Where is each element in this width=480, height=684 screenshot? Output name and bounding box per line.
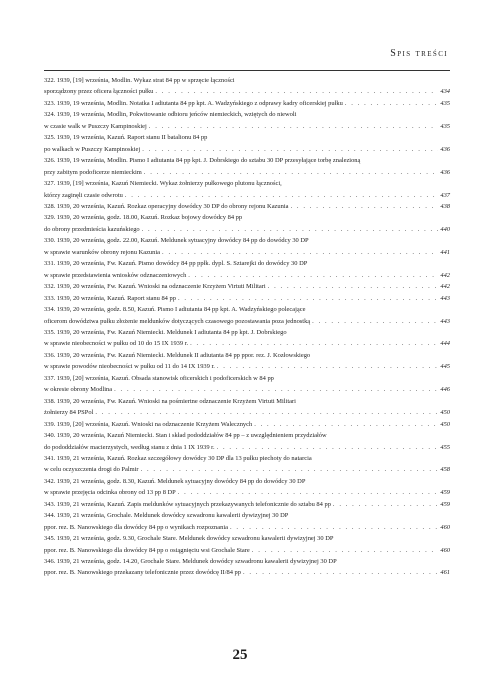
toc-entry-text: ppor. rez. B. Nanowskiego dla dowódcy 84 pp o wynikach rozpoznania <box>44 523 228 531</box>
toc-entry-line: 322. 1939, [19] września, Modlin. Wykaz strat 84 pp w sprzęcie łączności <box>44 77 235 84</box>
toc-page-number: 436 <box>440 145 450 153</box>
toc-entry-text: 339. 1939, [20] września, Kazuń. Wnioski na odznaczenie Krzyżem Walecznych <box>44 420 253 428</box>
toc-entry-last-line <box>44 419 450 430</box>
toc-entry-last-line <box>44 201 450 212</box>
toc-page-number: 438 <box>440 202 450 210</box>
toc-entry-last-line <box>44 522 450 533</box>
toc-entry-last-line <box>44 224 450 235</box>
toc-entry-last-line <box>44 567 450 578</box>
toc-entry <box>44 350 450 373</box>
toc-entry <box>44 373 450 396</box>
toc-entry <box>44 396 450 419</box>
toc-entry <box>44 430 450 453</box>
toc-entry-text: w sprawie powodów nieobecności w pułku od 11 do 14 IX 1939 r. <box>44 363 215 371</box>
dot-leader <box>217 442 439 453</box>
toc-entry-last-line <box>44 98 450 109</box>
toc-entry <box>44 533 450 556</box>
toc-entry <box>44 281 450 292</box>
page-number: 25 <box>232 647 248 663</box>
toc-entry <box>44 510 450 533</box>
running-header: Spis treści <box>390 48 448 59</box>
toc-entry-line: 344. 1939, 21 września, Grochale. Meldunek dowódcy szwadronu kawalerii dywizyjnej 30 DP <box>44 512 289 520</box>
toc-entry-text: 333. 1939, 20 września, Kazuń. Raport stanu 84 pp <box>44 294 176 302</box>
toc-entry-last-line <box>44 121 450 132</box>
toc-entry-line: 330. 1939, 20 września, godz. 22.00, Kazuń. Meldunek sytuacyjny dowódcy 84 pp do dowódcy 30 DP <box>44 237 309 245</box>
dot-leader <box>252 545 439 556</box>
toc-entry-last-line <box>44 316 450 327</box>
toc-page-number: 450 <box>440 409 450 417</box>
toc-entry-last-line <box>44 487 450 498</box>
toc-page-number: 442 <box>440 283 450 291</box>
toc-entry <box>44 453 450 476</box>
toc-page-number: 436 <box>440 168 450 176</box>
dot-leader <box>188 270 438 281</box>
toc-page-number: 460 <box>440 523 450 531</box>
toc-entry-text: którzy zaginęli czasie odwrotu <box>44 191 123 199</box>
dot-leader <box>217 361 438 372</box>
dot-leader <box>142 224 439 235</box>
toc-entry-line: 326. 1939, 19 września, Modlin. Pismo I adiutanta 84 pp kpt. J. Dobrskiego do sztabu 30 DP przesyłające torbę znalezioną <box>44 157 361 165</box>
toc-entry-last-line <box>44 190 450 201</box>
dot-leader <box>254 419 438 430</box>
toc-entry-text: w sprawie przedstawienia wniosków odznaczeniowych <box>44 271 187 279</box>
dot-leader <box>178 487 439 498</box>
toc-entry <box>44 293 450 304</box>
dot-leader <box>114 384 438 395</box>
dot-leader <box>333 499 438 510</box>
toc-page-number: 459 <box>440 489 450 497</box>
toc-entry-text: 343. 1939, 21 września, Kazuń. Zapis meldunków sytuacyjnych przekazywanych telefonicznie do sztabu 84 pp <box>44 500 331 508</box>
toc-page-number: 458 <box>440 466 450 474</box>
dot-leader <box>230 522 438 533</box>
toc-entry-line: 324. 1939, 19 września, Modlin, Pokwitowanie odbioru jeńców niemieckich, wziętych do niewoli <box>44 111 297 119</box>
toc-entry-text: przy zabitym podoficerze niemieckim <box>44 168 142 176</box>
toc-entry <box>44 556 450 579</box>
toc-entry-last-line <box>44 86 450 97</box>
toc-entry-line: 341. 1939, 21 września, Kazuń. Rozkaz szczegółowy dowódcy 30 DP dla 13 pułku piechoty do natarcia <box>44 454 312 462</box>
toc-entry <box>44 75 450 98</box>
toc-entry <box>44 109 450 132</box>
toc-page-number: 443 <box>440 294 450 302</box>
toc-entry-last-line <box>44 384 450 395</box>
toc-entry-line: 334. 1939, 20 września, godz. 8.50, Kazuń. Pismo I adiutanta 84 pp kpt. A. Wadzyńskiego polecające <box>44 306 306 314</box>
toc-page-number: 435 <box>440 99 450 107</box>
toc-entry-line: 327. 1939, [19] września, Kazuń Niemiecki. Wykaz żołnierzy pułkowego plutonu łączności, <box>44 180 282 188</box>
toc-entry-last-line <box>44 293 450 304</box>
toc-entry-line: 335. 1939, 20 września, Fw. Kazuń Niemiecki. Meldunek I adiutanta 84 pp kpt. J. Dobrskiego <box>44 328 287 336</box>
toc-entry-text: w celu oczyszczenia drogi do Palmir <box>44 466 139 474</box>
toc-entry-line: 325. 1939, 19 września, Kazuń. Raport stanu II batalionu 84 pp <box>44 134 208 142</box>
toc-entry <box>44 419 450 430</box>
toc-entry-text: do pododdziałów macierzystych, według stanu z dnia 1 IX 1939 r. <box>44 443 215 451</box>
toc-entry-last-line <box>44 499 450 510</box>
toc-page-number: 442 <box>440 271 450 279</box>
dot-leader <box>155 86 438 97</box>
toc-entry-text: po walkach w Puszczy Kampinoskiej <box>44 145 141 153</box>
toc-entry <box>44 212 450 235</box>
toc-entry-line: 337. 1939, [20] września, Kazuń. Obsada stanowisk oficerskich i podoficerskich w 84 pp <box>44 374 274 382</box>
toc-entry-text: w sprawie przejęcia odcinka obrony od 13 pp 8 DP <box>44 489 176 497</box>
toc-entry-line: 342. 1939, 21 września, godz. 8.30, Kazuń. Meldunek sytuacyjny dowódcy 84 pp do dowódcy 30 DP <box>44 477 306 485</box>
toc-entry-text: żołnierzy 84 PSPol <box>44 409 94 417</box>
toc-entry-line: 329. 1939, 20 września, godz. 18.00, Kazuń. Rozkaz bojowy dowódcy 84 pp <box>44 214 243 222</box>
toc-page-number: 459 <box>440 500 450 508</box>
dot-leader <box>243 567 438 578</box>
toc-entry-text: w czasie walk w Puszczy Kampinoskiej <box>44 122 147 130</box>
dot-leader <box>142 144 438 155</box>
toc-entry-text: oficerom dowództwa pułku złożenie meldunków dotyczących czasowego pozostawania poza jednostką <box>44 317 311 325</box>
toc-entry-text: 332. 1939, 20 września, Fw. Kazuń. Wnioski na odznaczenie Krzyżem Virtuti Militari <box>44 283 266 291</box>
toc-entry-last-line <box>44 338 450 349</box>
toc-entry-last-line <box>44 545 450 556</box>
toc-page-number: 434 <box>440 88 450 96</box>
toc-page-number: 450 <box>440 420 450 428</box>
toc-page-number: 437 <box>440 191 450 199</box>
dot-leader <box>345 98 439 109</box>
toc-entry <box>44 98 450 109</box>
toc-entry-last-line <box>44 442 450 453</box>
toc-entry <box>44 178 450 201</box>
toc-page-number: 443 <box>440 317 450 325</box>
dot-leader <box>190 338 438 349</box>
dot-leader <box>312 316 438 327</box>
toc-page-number: 441 <box>440 248 450 256</box>
toc-entry-last-line <box>44 281 450 292</box>
toc-entry-last-line <box>44 167 450 178</box>
toc-entry-text: w sprawie nieobecności w pułku od 10 do 15 IX 1939 r. <box>44 340 189 348</box>
toc-entry-text: 323. 1939, 19 września, Modlin. Notatka I adiutanta 84 pp kpt. A. Wadzyńskiego z odprawy kadry oficerskiej pułku <box>44 99 343 107</box>
toc-entry <box>44 476 450 499</box>
toc-entry <box>44 132 450 155</box>
toc-entry <box>44 304 450 327</box>
toc-entry <box>44 201 450 212</box>
toc-entry-last-line <box>44 407 450 418</box>
dot-leader <box>291 201 439 212</box>
toc-entry <box>44 327 450 350</box>
toc-entry <box>44 258 450 281</box>
toc-page-number: 455 <box>440 443 450 451</box>
toc-page-number: 444 <box>440 340 450 348</box>
toc-entry-text: w sprawie warunków obrony rejonu Kazunia <box>44 248 161 256</box>
toc-page-number: 461 <box>440 569 450 577</box>
toc-entry-line: 340. 1939, 20 września, Kazuń Niemiecki. Stan i skład pododdziałów 84 pp – z uwzględnieniem przydziałów <box>44 432 327 440</box>
dot-leader <box>144 167 439 178</box>
dot-leader <box>141 464 439 475</box>
dot-leader <box>162 247 438 258</box>
toc-entry <box>44 235 450 258</box>
toc-entry-line: 346. 1939, 21 września, godz. 14.20, Grochale Stare. Meldunek dowódcy szwadronu kawalerii dywizyjnej 30 DP <box>44 558 337 566</box>
toc-entry-last-line <box>44 464 450 475</box>
toc-entry-line: 336. 1939, 20 września, Fw. Kazuń Niemiecki. Meldunek II adiutanta 84 pp ppor. rez. J. Kozłowskiego <box>44 351 311 359</box>
toc-entry-text: 328. 1939, 20 września, Kazuń. Rozkaz operacyjny dowódcy 30 DP do obrony rejonu Kazunia <box>44 202 289 210</box>
toc-entry <box>44 155 450 178</box>
toc-page-number: 435 <box>440 122 450 130</box>
dot-leader <box>268 281 439 292</box>
table-of-contents <box>44 75 450 579</box>
toc-entry <box>44 499 450 510</box>
toc-page-number: 446 <box>440 386 450 394</box>
toc-entry-last-line <box>44 247 450 258</box>
toc-entry-text: w okresie obrony Modlina <box>44 386 113 394</box>
toc-page-number: 440 <box>440 225 450 233</box>
toc-entry-last-line <box>44 270 450 281</box>
toc-entry-line: 331. 1939, 20 września, Fw. Kazuń. Pismo dowódcy 84 pp ppłk. dypl. S. Sztarejki do dowódcy 30 DP <box>44 260 308 268</box>
toc-entry-line: 345. 1939, 21 września, godz. 9.30, Grochale Stare. Meldunek dowódcy szwadronu kawalerii dywizyjnej 30 DP <box>44 535 334 543</box>
toc-page-number: 460 <box>440 546 450 554</box>
dot-leader <box>95 407 438 418</box>
header-rule <box>44 70 450 71</box>
toc-entry-text: do obrony przedmieścia kazuńskiego <box>44 225 140 233</box>
toc-entry-text: sporządzony przez oficera łączności pułku <box>44 88 154 96</box>
toc-page-number: 445 <box>440 363 450 371</box>
toc-entry-text: ppor. rez. B. Nanowskiego dla dowódcy 84 pp o osiągnięciu wsi Grochale Stare <box>44 546 250 554</box>
dot-leader <box>125 190 439 201</box>
toc-entry-last-line <box>44 361 450 372</box>
dot-leader <box>149 121 439 132</box>
toc-entry-text: ppor. rez. B. Nanowskiego przekazany telefonicznie przez dowódcę II/84 pp <box>44 569 241 577</box>
toc-entry-line: 338. 1939, 20 września, Fw. Kazuń. Wnioski na pośmiertne odznaczenie Krzyżem Virtuti Militari <box>44 397 296 405</box>
dot-leader <box>178 293 438 304</box>
toc-entry-last-line <box>44 144 450 155</box>
